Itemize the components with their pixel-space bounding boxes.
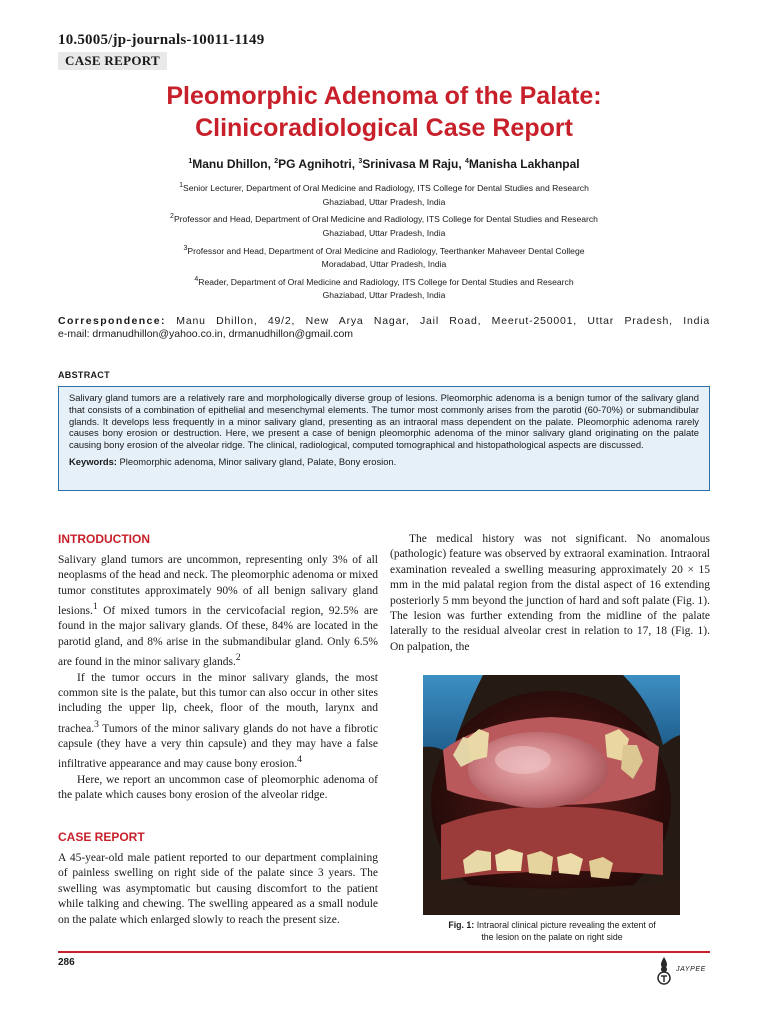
author-name: PG Agnihotri [278,157,352,171]
author-number: 2 [274,158,279,165]
clinical-photo [423,675,680,915]
article-title [60,80,708,144]
affiliation [60,210,708,240]
citation-ref: 1 [92,601,98,613]
keywords-label: Keywords: [69,455,117,467]
affiliation [60,273,708,303]
citation-ref: 3 [94,718,99,730]
intro-paragraph-2 [58,671,378,773]
figure-caption-line-1: Intraoral clinical picture revealing the extent of [476,920,656,930]
citation-ref: 4 [297,754,302,766]
article-category-badge: CASE REPORT [58,52,167,70]
intro-p1-text-b: Of mixed tumors in the cervicofacial region, 92.5% are found in the major salivary glands. Of these, 84% are located in the parotid gland, and 8% arise in the submandibular gland. Only 6.5% are found in the minor salivary glands. [58,605,378,669]
title-line-1: Pleomorphic Adenoma of the Palate: [166,82,602,110]
correspondence-address: Manu Dhillon, 49/2, New Arya Nagar, Jail Road, Meerut-250001, Uttar Pradesh, India [176,315,711,327]
correspondence-email: e-mail: drmanudhillon@yahoo.co.in, drmanudhillon@gmail.com [58,328,354,340]
intro-p2-text-b: Tumors of the minor salivary glands do not have a fibrotic capsule (they have a very thin capsule) and they may have a false infiltrative appearance and may cause bony erosion. [58,722,378,771]
publisher-name: JAYPEE [676,966,706,973]
intro-p1-text-a: Salivary gland tumors are uncommon, representing only 3% of all neoplasms of the head and neck. The pleomorphic adenoma or mixed tumor constitutes approximately 90% of all benign salivary gland lesions. [58,554,378,618]
abstract-text: Salivary gland tumors are a relatively rare and morphologically diverse group of lesions. Pleomorphic adenoma is a benign tumor of the salivary gland that consists of a combination of epithelial and mesenchymal elements. The tumor most commonly arises from the parotid (60-70%) or submandibular glands. It develops less frequently in a minor salivary gland, presenting as an intraoral mass dependent on the palate. Pleomorphic adenoma rarely causes bony erosion or destruction. Here, we present a case of benign pleomorphic adenoma of the minor salivary gland originating on the palate causing bony erosion of the alveolar ridge. The clinical, radiological, computed tomographical and histopathological aspects are discussed. [69,392,699,451]
author-number: 1 [188,158,193,165]
affiliation-line-2: Ghaziabad, Uttar Pradesh, India [322,227,446,238]
affiliation-line-2: Moradabad, Uttar Pradesh, India [321,259,447,270]
history-paragraph: The medical history was not significant. No anomalous (pathologic) feature was observed by extraoral examination. Intraoral examination revealed a swelling measuring approximately 20 × 15 mm in the mid palatal region from the distal aspect of 16 extending posteriorly 5 mm beyond the junction of hard and soft palate (Fig. 1). The lesion was further extending from the midline of the palate laterally to the residual alveolar crest in relation to 17, 18 (Fig. 1). On palpation, the [390,533,710,653]
intro-paragraph-1 [58,553,378,671]
affiliation-line-1: Reader, Department of Oral Medicine and Radiology, ITS College for Dental Studies and Research [198,276,574,287]
figure-caption-line-2: the lesion on the palate on right side [481,931,623,942]
figure-label: Fig. 1: [448,920,475,930]
affiliation-number: 2 [170,213,174,221]
affiliation-line-2: Ghaziabad, Uttar Pradesh, India [322,290,446,301]
title-line-2: Clinicoradiological Case Report [195,114,573,142]
left-column-top [58,531,378,803]
correspondence [58,315,710,341]
footer-rule [58,951,710,953]
introduction-heading: INTRODUCTION [58,532,150,546]
intro-paragraph-3: Here, we report an uncommon case of pleomorphic adenoma of the palate which causes bony erosion of the alveolar ridge. [58,773,378,801]
intraoral-photo-illustration [423,675,680,915]
abstract-box [58,386,710,491]
keywords-text: Pleomorphic adenoma, Minor salivary gland, Palate, Bony erosion. [119,455,397,467]
affiliation-line-1: Senior Lecturer, Department of Oral Medicine and Radiology, ITS College for Dental Studies and Research [183,182,589,193]
author-name: Manu Dhillon [192,157,268,171]
abstract-heading: ABSTRACT [58,370,110,380]
doi: 10.5005/jp-journals-10011-1149 [58,32,265,48]
author-list: $^1$Manu Dhillon, $^2$PG Agnihotri, $^3$Srinivasa M Raju, $^4$Manisha Lakhanpal [188,157,580,171]
author-name: Srinivasa M Raju [362,157,459,171]
page-number: 286 [58,957,75,968]
affiliation-number: 4 [194,275,199,283]
affiliation-number: 3 [183,244,188,252]
affiliation-number: 1 [179,182,184,189]
affiliation-line-2: Ghaziabad, Uttar Pradesh, India [322,196,446,207]
case-report-heading: CASE REPORT [58,830,145,844]
author-number: 4 [465,158,469,165]
affiliation-line-1: Professor and Head, Department of Oral Medicine and Radiology, ITS College for Dental Studies and Research [173,214,598,225]
case-paragraph-1: A 45-year-old male patient reported to our department complaining of painless swelling on right side of the palate since 3 years. The swelling was asymptomatic but causing discomfort to the patient while talking and chewing. The swelling appeared as a small nodule on the palate which enlarged slowly to reach the present size. [58,852,378,926]
left-column-bottom [58,829,378,928]
author-number: 3 [358,158,363,165]
affiliation-line-1: Professor and Head, Department of Oral Medicine and Radiology, Teerthanker Mahaveer Dental College [187,245,585,256]
citation-ref: 2 [235,652,241,664]
affiliation-list [60,179,708,304]
affiliation [60,242,708,272]
right-column [390,532,710,655]
author-name: Manisha Lakhanpal [468,157,580,171]
correspondence-address-line [58,315,710,328]
intro-p2-text-a: If the tumor occurs in the minor salivary glands, the most common site is the palate, but this tumor can also occur in other sites including the upper lip, cheek, floor of the mouth, larynx and trachea. [58,671,378,735]
publisher-logo-icon [656,956,672,986]
affiliation [60,179,708,209]
correspondence-label: Correspondence: [58,315,166,327]
keywords [69,456,699,468]
figure-caption [418,920,686,943]
